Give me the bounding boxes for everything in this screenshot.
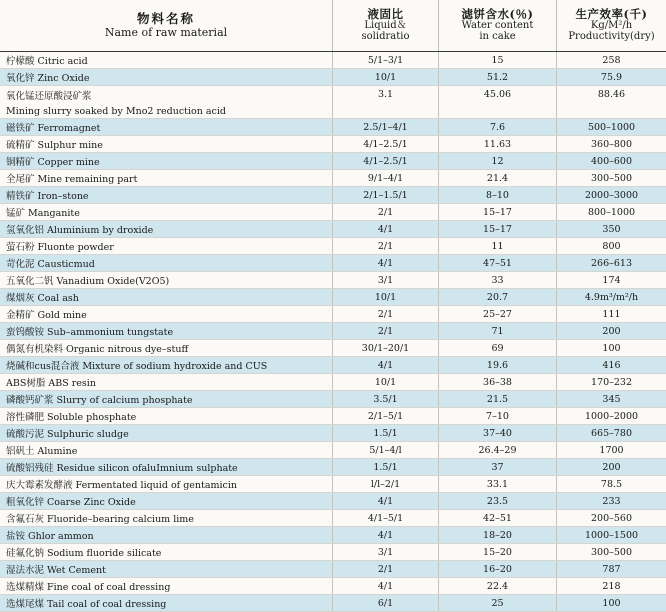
table-row [0,374,666,391]
material-name-cell [0,170,333,186]
water-content-cell: 26.4–29 [439,442,557,458]
productivity-cell: 218 [602,580,621,592]
ratio-cell: 2.5/1–4/1 [333,119,439,135]
header-prod-en2: Productivity(dry) [568,31,655,42]
productivity-cell: 200 [602,325,621,337]
water-content-cell: 45.06 [439,86,557,118]
table-row [0,527,666,544]
productivity-cell: 400–600 [590,155,632,167]
table-row [0,391,666,408]
material-name-cell [0,52,333,68]
productivity-cell: 500–1000 [587,121,636,133]
material-name: 磷酸钙矿浆 Slurry of calcium phosphate [6,395,193,406]
header-prod-en1: Kg/M²/h [590,20,633,31]
material-name-cell [0,69,333,85]
material-name-cell [0,561,333,577]
material-name-en: Mining slurry soaked by Mno2 reduction acid [6,106,226,117]
material-name: 氧化锌 Zinc Oxide [6,73,90,84]
material-name: ABS树脂 ABS resin [6,378,96,389]
ratio-cell: 2/1 [333,323,439,339]
productivity-cell: 75.9 [600,71,623,83]
material-name-cell [0,357,333,373]
material-name-cell [0,391,333,407]
material-name: 萤石粉 Fluonte powder [6,242,114,253]
header-productivity [557,0,666,51]
productivity-cell: 1700 [599,444,624,456]
productivity-cell: 111 [602,308,621,320]
productivity-cell: 78.5 [600,478,623,490]
material-name: 偶氮有机染料 Organic nitrous dye–stuff [6,344,189,355]
ratio-cell: 10/1 [333,289,439,305]
header-liquid-solid-ratio [333,0,439,51]
ratio-cell: 2/1 [333,238,439,254]
table-row [0,204,666,221]
table-header [0,0,666,52]
table-row [0,52,666,69]
water-content-cell: 8–10 [439,187,557,203]
productivity-cell: 350 [602,223,621,235]
productivity-cell: 100 [602,597,621,609]
material-name-cell [0,374,333,390]
ratio-cell: 4/1 [333,493,439,509]
material-name-cell [0,578,333,594]
table-row [0,119,666,136]
water-content-cell: 47–51 [439,255,557,271]
table-row [0,408,666,425]
water-content-cell: 21.5 [439,391,557,407]
water-content-cell: 69 [439,340,557,356]
water-content-cell: 33 [439,272,557,288]
water-content-cell: 36–38 [439,374,557,390]
table-body [0,52,666,612]
material-name-cell [0,187,333,203]
header-water-en2: in cake [479,31,516,42]
material-name-cell [0,527,333,543]
water-content-cell: 25–27 [439,306,557,322]
water-content-cell: 16–20 [439,561,557,577]
material-name: 选煤精煤 Fine coal of coal dressing [6,582,171,593]
ratio-cell: 2/1 [333,306,439,322]
material-name: 粗氧化锌 Coarse Zinc Oxide [6,497,136,508]
ratio-cell: 1.5/1 [333,459,439,475]
productivity-cell: 800 [602,240,621,252]
table-row [0,323,666,340]
table-row [0,459,666,476]
material-name: 烧碱和cus混合液 Mixture of sodium hydroxide and CUS [6,361,268,372]
productivity-cell: 345 [602,393,621,405]
material-name: 蛮钨酸铵 Sub–ammonium tungstate [6,327,174,338]
table-row [0,153,666,170]
material-name-cell [0,442,333,458]
water-content-cell: 22.4 [439,578,557,594]
table-row [0,306,666,323]
productivity-cell: 787 [602,563,621,575]
material-name: 柠檬酸 Citric acid [6,56,88,67]
material-name-cell [0,595,333,611]
material-name-cell [0,476,333,492]
ratio-cell: 1.5/1 [333,425,439,441]
material-name: 全尾矿 Mine remaining part [6,174,138,185]
productivity-cell: 300–500 [590,546,632,558]
water-content-cell: 7.6 [439,119,557,135]
ratio-cell: 3/1 [333,544,439,560]
table-row [0,340,666,357]
water-content-cell: 15–20 [439,544,557,560]
material-name-cell [0,86,333,118]
productivity-cell: 233 [602,495,621,507]
table-row [0,69,666,86]
material-name: 氧化锰还原酸浸矿浆 [6,91,92,102]
table-row [0,255,666,272]
material-name: 选煤尾煤 Tail coal of coal dressing [6,599,167,610]
ratio-cell: 6/1 [333,595,439,611]
water-content-cell: 15–17 [439,204,557,220]
material-name: 煤烟灰 Coal ash [6,293,79,304]
ratio-cell: 4/1 [333,255,439,271]
productivity-cell: 416 [602,359,621,371]
water-content-cell: 18–20 [439,527,557,543]
ratio-cell: l/l–2/1 [333,476,439,492]
material-name: 湿法水泥 Wet Cement [6,565,106,576]
productivity-cell: 300–500 [590,172,632,184]
productivity-cell: 200–560 [590,512,632,524]
water-content-cell: 15 [439,52,557,68]
table-row [0,561,666,578]
ratio-cell: 5/1–3/1 [333,52,439,68]
ratio-cell: 2/1 [333,204,439,220]
table-row [0,578,666,595]
material-name-cell [0,340,333,356]
productivity-cell: 1000–1500 [584,529,639,541]
material-name: 盐铵 Ghlor ammon [6,531,94,542]
ratio-cell: 3.1 [333,86,439,118]
water-content-cell: 15–17 [439,221,557,237]
header-material-name [0,0,333,51]
table-row [0,493,666,510]
water-content-cell: 20.7 [439,289,557,305]
material-name-cell [0,493,333,509]
productivity-cell: 360–800 [590,138,632,150]
productivity-cell: 266–613 [590,257,632,269]
material-name: 五氧化二钒 Vanadium Oxide(V2O5) [6,276,170,287]
material-name: 溶性磷肥 Soluble phosphate [6,412,137,423]
material-name-cell [0,544,333,560]
table-row [0,86,666,119]
table-row [0,357,666,374]
header-ratio-en1: Liquid＆ [364,20,407,31]
ratio-cell: 10/1 [333,69,439,85]
material-name: 硅氟化钠 Sodium fluoride silicate [6,548,162,559]
productivity-cell: 200 [602,461,621,473]
water-content-cell: 19.6 [439,357,557,373]
water-content-cell: 51.2 [439,69,557,85]
productivity-cell: 174 [602,274,621,286]
header-water-content [439,0,557,51]
material-name-cell [0,289,333,305]
header-water-cn: 滤饼含水(％) [461,7,534,21]
table-row [0,238,666,255]
table-row [0,442,666,459]
material-name-cell [0,136,333,152]
ratio-cell: 10/1 [333,374,439,390]
ratio-cell: 4/1–2.5/1 [333,153,439,169]
ratio-cell: 5/1–4/l [333,442,439,458]
header-water-en1: Water content [461,20,534,31]
water-content-cell: 23.5 [439,493,557,509]
ratio-cell: 4/1 [333,221,439,237]
material-name: 氢氧化铝 Aluminium by droxide [6,225,154,236]
productivity-cell: 170–232 [590,376,632,388]
material-name-cell [0,238,333,254]
water-content-cell: 37 [439,459,557,475]
productivity-cell: 800–1000 [587,206,636,218]
ratio-cell: 4/1 [333,527,439,543]
material-name-cell [0,119,333,135]
material-name: 精铁矿 Iron–stone [6,191,89,202]
material-name-cell [0,153,333,169]
ratio-cell: 4/1–2.5/1 [333,136,439,152]
table-row [0,187,666,204]
water-content-cell: 42–51 [439,510,557,526]
water-content-cell: 11 [439,238,557,254]
material-name: 铝矾土 Alumine [6,446,78,457]
material-name-cell [0,425,333,441]
table-row [0,510,666,527]
productivity-cell: 665–780 [590,427,632,439]
material-name-cell [0,323,333,339]
table-row [0,289,666,306]
water-content-cell: 25 [439,595,557,611]
water-content-cell: 37–40 [439,425,557,441]
material-name: 磁铁矿 Ferromagnet [6,123,101,134]
table-row [0,272,666,289]
material-name-cell [0,510,333,526]
water-content-cell: 33.1 [439,476,557,492]
material-name: 锰矿 Manganite [6,208,80,219]
water-content-cell: 11.63 [439,136,557,152]
material-name: 苛化泥 Causticmud [6,259,95,270]
material-name: 硫精矿 Sulphur mine [6,140,103,151]
header-name-cn: 物料名称 [136,11,195,26]
ratio-cell: 2/1 [333,561,439,577]
table-row [0,476,666,493]
water-content-cell: 12 [439,153,557,169]
table-row [0,425,666,442]
ratio-cell: 4/1 [333,578,439,594]
material-name: 硫酸污泥 Sulphuric sludge [6,429,129,440]
productivity-cell: 88.46 [597,89,626,100]
table-row [0,136,666,153]
material-name-cell [0,272,333,288]
productivity-cell: 100 [602,342,621,354]
table-row [0,170,666,187]
material-name: 含氟石灰 Fluoride–bearing calcium lime [6,514,194,525]
ratio-cell: 2/1–1.5/1 [333,187,439,203]
water-content-cell: 21.4 [439,170,557,186]
ratio-cell: 4/1 [333,357,439,373]
table-row [0,221,666,238]
header-ratio-en2: solidratio [361,31,410,42]
material-name-cell [0,204,333,220]
material-name-cell [0,221,333,237]
material-name-cell [0,459,333,475]
productivity-cell: 2000–3000 [584,189,639,201]
productivity-cell: 1000–2000 [584,410,639,422]
material-name-cell [0,306,333,322]
water-content-cell: 71 [439,323,557,339]
material-name-cell [0,255,333,271]
ratio-cell: 2/1–5/1 [333,408,439,424]
ratio-cell: 30/1–20/1 [333,340,439,356]
productivity-cell: 258 [602,54,621,66]
material-name: 庆大霉素发酵液 Fermentated liquid of gentamicin [6,480,238,491]
ratio-cell: 9/1–4/1 [333,170,439,186]
ratio-cell: 4/1–5/1 [333,510,439,526]
ratio-cell: 3/1 [333,272,439,288]
material-name: 金精矿 Gold mine [6,310,87,321]
water-content-cell: 7–10 [439,408,557,424]
productivity-cell: 4.9m³/m²/h [584,291,639,303]
header-name-en: Name of raw material [104,26,228,39]
material-name-cell [0,408,333,424]
header-ratio-cn: 液固比 [367,7,404,21]
ratio-cell: 3.5/1 [333,391,439,407]
material-name: 硫酸铝残硅 Residue silicon ofaluImnium sulphate [6,463,238,474]
table-row [0,544,666,561]
header-prod-cn: 生产效率(千) [575,7,648,21]
material-name: 铜精矿 Copper mine [6,157,100,168]
